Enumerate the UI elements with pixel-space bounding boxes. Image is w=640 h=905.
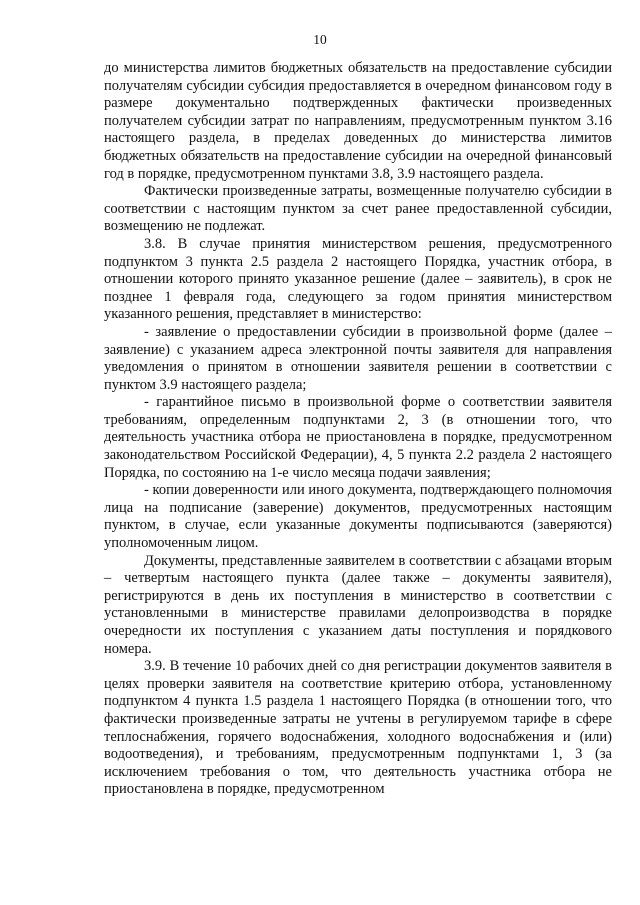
list-item-power-of-attorney: - копии доверенности или иного документа, подтверждающего полномочия лица на подписание (заверение) документов, предусмотренных настоящим пунктом, в случае, если указанные документы подписываются (заверяются) уполномоченным лицом. <box>104 482 612 552</box>
list-item-guarantee-letter: - гарантийное письмо в произвольной форме о соответствии заявителя требованиям, определенным подпунктами 2, 3 (в отношении того, что деятельность участника отбора не приостановлена в порядке, предусмотренном законодательством Российской Федерации), 4, 5 пункта 2.2 раздела 2 настоящего Порядка, по состоянию на 1-е число месяца подачи заявления; <box>104 394 612 481</box>
list-item-application: - заявление о предоставлении субсидии в произвольной форме (далее – заявление) с указанием адреса электронной почты заявителя для направления уведомления о принятом в отношении заявителя решении в соответствии с пунктом 3.9 настоящего раздела; <box>104 323 612 393</box>
paragraph-continuation: до министерства лимитов бюджетных обязательств на предоставление субсидии получателям субсидии субсидия предоставляется в очередном финансовом году в размере документально подтвержденных фактически произведенных получателем субсидии затрат по направлениям, предусмотренным пунктом 3.16 настоящего раздела, в пределах доведенных до министерства лимитов бюджетных обязательств на предоставление субсидии на очередной финансовый год в порядке, предусмотренном пунктами 3.8, 3.9 настоящего раздела. <box>104 60 612 182</box>
paragraph-documents-registration: Документы, представленные заявителем в соответствии с абзацами вторым – четвертым настоящего пункта (далее также – документы заявителя), регистрируются в день их поступления в министерство в соответствии с установленными в министерстве правилами делопроизводства в порядке очередности их поступления с указанием даты поступления и порядкового номера. <box>104 552 612 657</box>
document-body <box>104 60 612 799</box>
paragraph-clause-3-8: 3.8. В случае принятия министерством решения, предусмотренного подпунктом 3 пункта 2.5 раздела 2 настоящего Порядка, участник отбора, в отношении которого принято указанное решение (далее – заявитель), в срок не позднее 1 февраля года, следующего за годом принятия министерством указанного решения, представляет в министерство: <box>104 235 612 323</box>
paragraph-clause-3-9: 3.9. В течение 10 рабочих дней со дня регистрации документов заявителя в целях проверки заявителя на соответствие критерию отбора, установленному подпунктом 4 пункта 1.5 раздела 1 настоящего Порядка (в отношении того, что фактически произведенные затраты не учтены в регулируемом тарифе в сфере теплоснабжения, горячего водоснабжения, холодного водоснабжения и (или) водоотведения), и требованиям, предусмотренным подпунктами 1, 3 (за исключением требования о том, что деятельность участника отбора не приостановлена в порядке, предусмотренном <box>104 658 612 798</box>
paragraph-actual-costs: Фактически произведенные затраты, возмещенные получателю субсидии в соответствии с настоящим пунктом за счет ранее предоставленной субсидии, возмещению не подлежат. <box>104 183 612 235</box>
page-number: 10 <box>313 32 327 47</box>
